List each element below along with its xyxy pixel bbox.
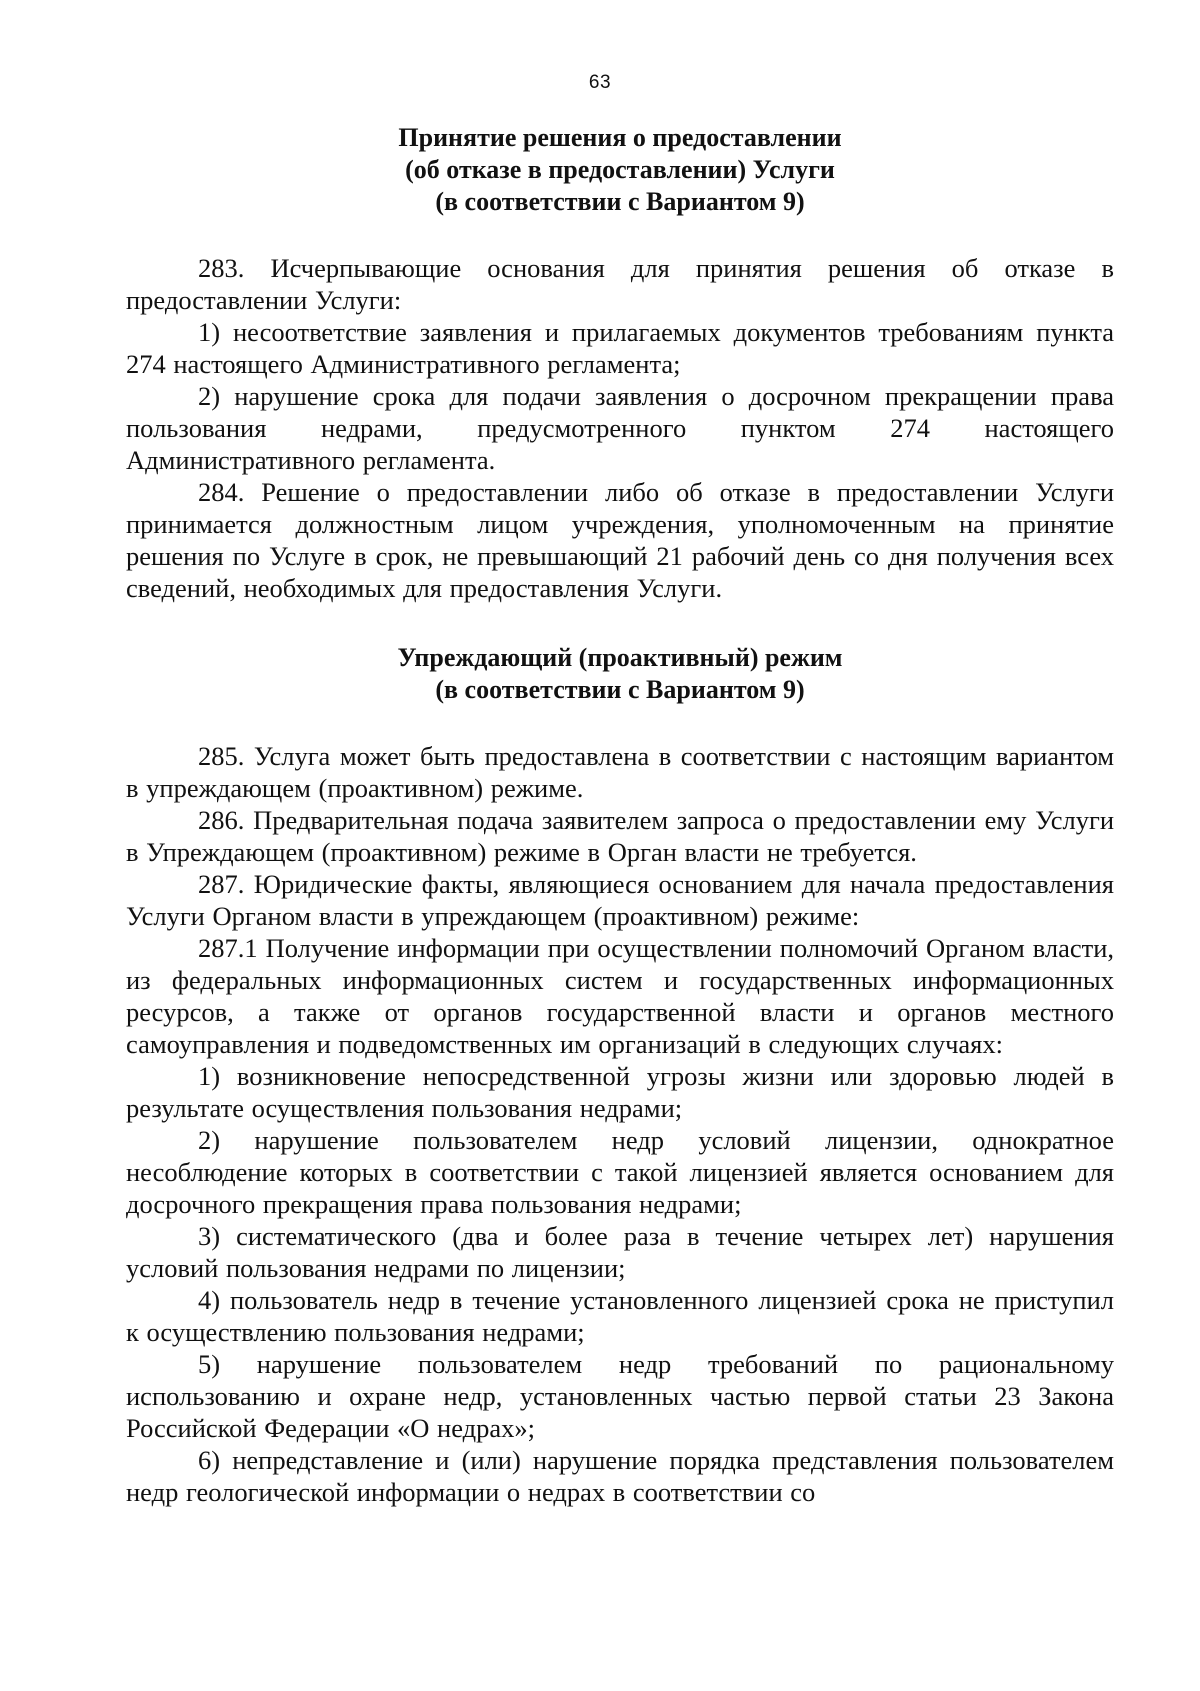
paragraph-286: 286. Предварительная подача заявителем запроса о предоставлении ему Услуги в Упреждающем (проактивном) режиме в Орган власти не требуется. bbox=[126, 805, 1114, 867]
paragraph-283: 283. Исчерпывающие основания для принятия решения об отказе в предоставлении Услуги: bbox=[126, 253, 1114, 315]
paragraph-285: 285. Услуга может быть предоставлена в соответствии с настоящим вариантом в упреждающем (проактивном) режиме. bbox=[126, 741, 1114, 803]
paragraph-284: 284. Решение о предоставлении либо об отказе в предоставлении Услуги принимается должностным лицом учреждения, уполномоченным на принятие решения по Услуге в срок, не превышающий 21 рабочий день со дня получения всех сведений, необходимых для предоставления Услуги. bbox=[126, 477, 1114, 603]
heading-line: Принятие решения о предоставлении bbox=[398, 123, 842, 152]
section-heading-decision bbox=[126, 122, 1114, 218]
heading-line: (в соответствии с Вариантом 9) bbox=[435, 187, 805, 216]
paragraph-287-1-item-5: 5) нарушение пользователем недр требований по рациональному использованию и охране недр, установленных частью первой статьи 23 Закона Российской Федерации «О недрах»; bbox=[126, 1349, 1114, 1443]
paragraph-287-1-item-4: 4) пользователь недр в течение установленного лицензией срока не приступил к осуществлению пользования недрами; bbox=[126, 1285, 1114, 1347]
section-heading-proactive bbox=[126, 642, 1114, 706]
heading-line: (об отказе в предоставлении) Услуги bbox=[405, 155, 835, 184]
paragraph-287-1-item-3: 3) систематического (два и более раза в течение четырех лет) нарушения условий пользования недрами по лицензии; bbox=[126, 1221, 1114, 1283]
paragraph-287-1-item-6: 6) непредставление и (или) нарушение порядка представления пользователем недр геологической информации о недрах в соответствии со bbox=[126, 1445, 1114, 1507]
page-number: 63 bbox=[588, 72, 612, 93]
document-body bbox=[126, 122, 1114, 1508]
heading-line: (в соответствии с Вариантом 9) bbox=[435, 675, 805, 704]
paragraph-287-1-item-1: 1) возникновение непосредственной угрозы жизни или здоровью людей в результате осуществления пользования недрами; bbox=[126, 1061, 1114, 1123]
paragraph-283-item-1: 1) несоответствие заявления и прилагаемых документов требованиям пункта 274 настоящего Административного регламента; bbox=[126, 317, 1114, 379]
paragraph-283-item-2: 2) нарушение срока для подачи заявления о досрочном прекращении права пользования недрами, предусмотренного пунктом 274 настоящего Административного регламента. bbox=[126, 381, 1114, 475]
paragraph-287-1-item-2: 2) нарушение пользователем недр условий лицензии, однократное несоблюдение которых в соответствии с такой лицензией является основанием для досрочного прекращения права пользования недрами; bbox=[126, 1125, 1114, 1219]
paragraph-287: 287. Юридические факты, являющиеся основанием для начала предоставления Услуги Органом власти в упреждающем (проактивном) режиме: bbox=[126, 869, 1114, 931]
paragraph-287-1: 287.1 Получение информации при осуществлении полномочий Органом власти, из федеральных информационных систем и государственных информационных ресурсов, а также от органов государственной власти и органов местного самоуправления и подведомственных им организаций в следующих случаях: bbox=[126, 933, 1114, 1059]
heading-line: Упреждающий (проактивный) режим bbox=[397, 643, 843, 672]
